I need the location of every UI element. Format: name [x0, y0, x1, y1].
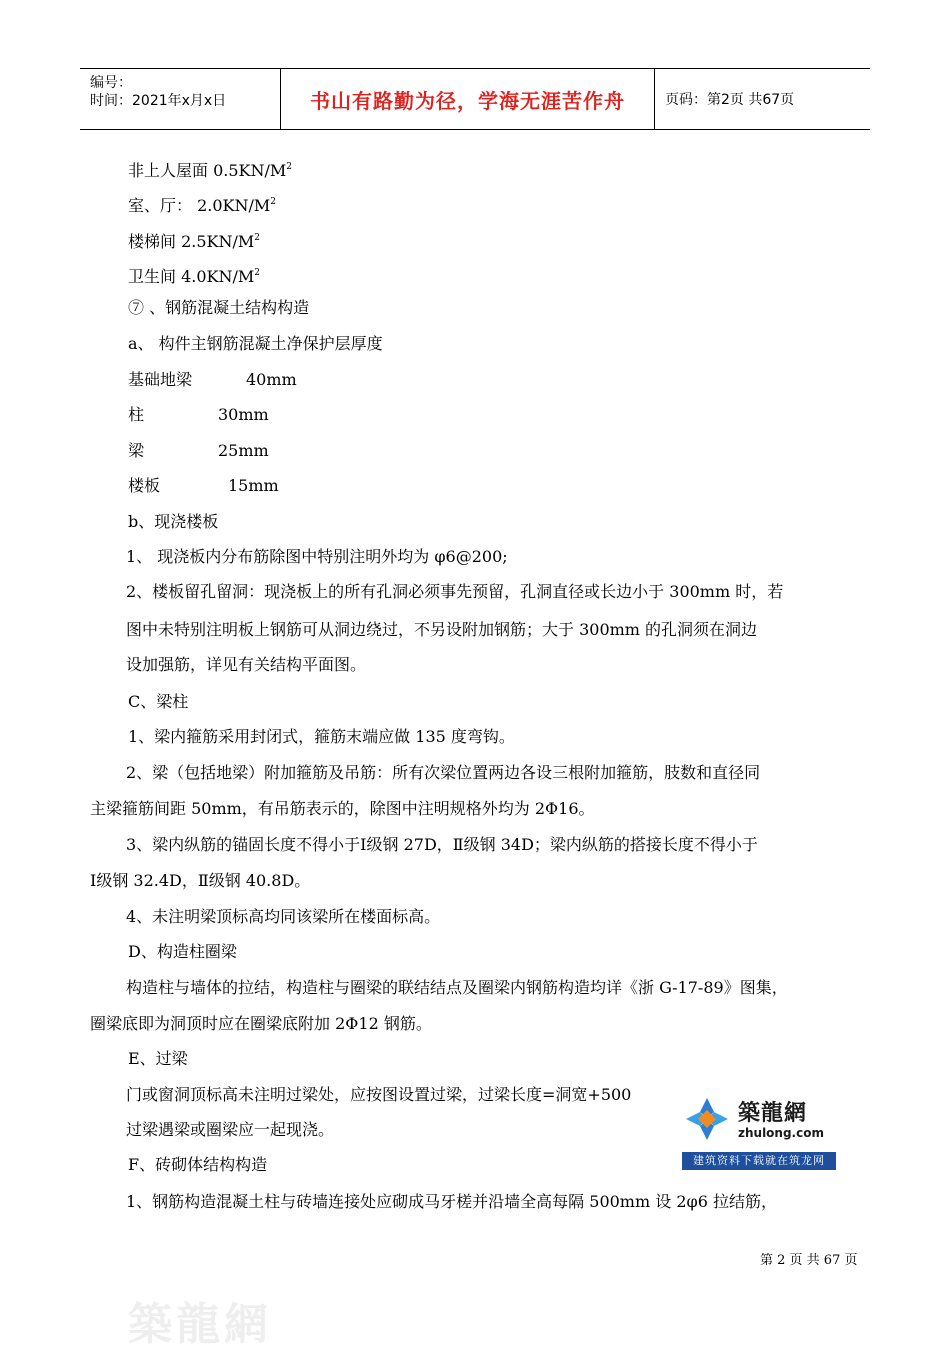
section-heading: C、梁柱: [128, 692, 189, 711]
cover-value: 25mm: [218, 441, 269, 460]
text-line: 图中未特别注明板上钢筋可从洞边绕过，不另设附加钢筋；大于 300mm 的孔洞须在洞边: [126, 620, 758, 639]
cover-label: 梁: [128, 441, 145, 460]
header-page-cell: [655, 69, 880, 129]
page-footer: 第 2 页 共 67 页: [760, 1253, 858, 1268]
text-line: a、 构件主钢筋混凝土净保护层厚度: [128, 334, 383, 353]
text-span: 卫生间 4.0KN/M: [128, 267, 255, 286]
cover-label: 楼板: [128, 476, 161, 495]
cover-label: 基础地梁: [128, 370, 193, 389]
text-line: 1、 现浇板内分布筋除图中特别注明外均为 φ6@200;: [126, 547, 508, 566]
superscript: 2: [286, 162, 292, 172]
text-line: 1、钢筋构造混凝土柱与砖墙连接处应砌成马牙槎并沿墙全高每隔 500mm 设 2φ6 拉结筋，: [126, 1192, 777, 1211]
cover-value: 40mm: [246, 370, 297, 389]
text-line: 主梁箍筋间距 50mm，有吊筋表示的，除图中注明规格外均为 2Φ16。: [90, 799, 595, 818]
text-line: 构造柱与墙体的拉结，构造柱与圈梁的联结结点及圈梁内钢筋构造均详《浙 G-17-89》图集，: [126, 978, 788, 997]
time-label: 时间：2021年x月x日: [90, 93, 227, 109]
text-line: [128, 228, 260, 252]
section-heading: D、构造柱圈梁: [128, 942, 237, 961]
section-heading: E、过梁: [128, 1049, 188, 1068]
cover-value: 30mm: [218, 405, 269, 424]
text-line: 1、梁内箍筋采用封闭式，箍筋末端应做 135 度弯钩。: [128, 727, 515, 746]
section-heading: ⑦ 、钢筋混凝土结构构造: [128, 298, 310, 317]
text-line: 3、梁内纵筋的锚固长度不得小于Ⅰ级钢 27D，Ⅱ级钢 34D；梁内纵筋的搭接长度不得小于: [126, 835, 758, 854]
header-motto-cell: [281, 69, 655, 129]
text-span: 室、厅： 2.0KN/M: [128, 196, 271, 215]
number-label: 编号：: [90, 75, 132, 91]
section-heading: b、现浇楼板: [128, 512, 219, 531]
logo-en-text: zhulong.com: [738, 1126, 824, 1140]
text-line: 2、楼板留孔留洞：现浇板上的所有孔洞必须事先预留，孔洞直径或长边小于 300mm 时，若: [126, 582, 784, 601]
page-label: 页码：第2页 共67页: [665, 92, 795, 108]
text-line: 2、梁（包括地梁）附加箍筋及吊筋：所有次梁位置两边各设三根附加箍筋，肢数和直径同: [126, 763, 761, 782]
logo-mark-icon: [684, 1096, 730, 1142]
text-line: 门或窗洞顶标高未注明过梁处，应按图设置过梁，过梁长度=洞宽+500: [126, 1085, 632, 1104]
text-span: 楼梯间 2.5KN/M: [128, 232, 255, 251]
text-line: 设加强筋，详见有关结构平面图。: [126, 655, 367, 674]
logo-cn-text: 築龍網: [738, 1101, 808, 1126]
header-meta: [80, 69, 281, 129]
cover-value: 15mm: [228, 476, 279, 495]
zhulong-logo: [680, 1090, 838, 1170]
section-heading: F、砖砌体结构构造: [128, 1155, 268, 1174]
text-line: [128, 192, 276, 216]
text-line: 圈梁底即为洞顶时应在圈梁底附加 2Φ12 钢筋。: [90, 1014, 432, 1033]
text-line: Ⅰ级钢 32.4D，Ⅱ级钢 40.8D。: [90, 871, 311, 890]
page-header: [80, 68, 870, 130]
logo-banner: 建筑资料下载就在筑龙网: [682, 1152, 836, 1170]
text-line: [128, 263, 260, 287]
text-line: 过梁遇梁或圈梁应一起现浇。: [126, 1120, 335, 1139]
superscript: 2: [254, 268, 260, 278]
text-line: [128, 157, 292, 181]
superscript: 2: [254, 233, 260, 243]
text-line: 4、未注明梁顶标高均同该梁所在楼面标高。: [126, 907, 441, 926]
motto: 书山有路勤为径，学海无涯苦作舟: [310, 88, 625, 113]
cover-label: 柱: [128, 405, 145, 424]
superscript: 2: [270, 197, 276, 207]
text-span: 非上人屋面 0.5KN/M: [128, 161, 287, 180]
watermark: 築龍網: [128, 1299, 272, 1350]
